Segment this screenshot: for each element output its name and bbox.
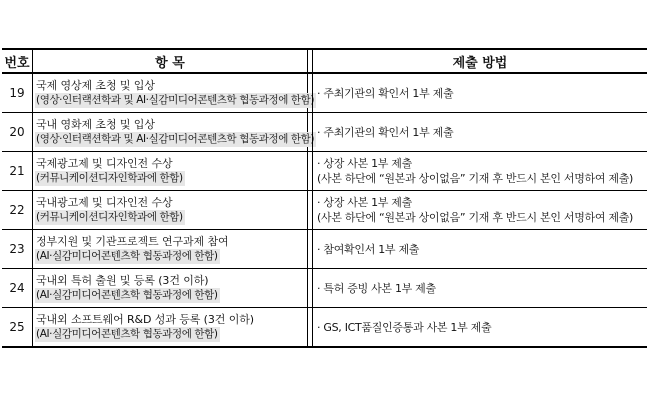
item-note: (AI·실감미디어콘텐츠학 협동과정에 한함) — [36, 250, 218, 262]
item-note: (AI·실감미디어콘텐츠학 협동과정에 한함) — [36, 328, 218, 340]
table-row — [2, 269, 647, 308]
method-line: · 주최기관의 확인서 1부 제출 — [317, 86, 454, 100]
table-row — [2, 191, 647, 230]
row-item — [32, 74, 315, 112]
header-method: 제출 방법 — [312, 50, 647, 72]
row-number: 19 — [9, 86, 25, 100]
row-number: 21 — [9, 164, 25, 178]
method-line: (사본 하단에 “원본과 상이없음” 기재 후 반드시 본인 서명하여 제출) — [317, 211, 634, 224]
item-title: 국내 영화제 초청 및 입상 — [36, 118, 155, 131]
header-item: 항 목 — [32, 50, 308, 72]
row-method — [312, 308, 647, 346]
item-title: 국내외 소프트웨어 R&D 성과 등록 (3건 이하) — [36, 313, 254, 326]
row-number: 23 — [9, 242, 25, 256]
item-note: (커뮤니케이션디자인학과에 한함) — [36, 172, 183, 184]
method-line: · 참여확인서 1부 제출 — [317, 242, 420, 256]
item-note: (AI·실감미디어콘텐츠학 협동과정에 한함) — [36, 289, 218, 301]
row-item — [32, 230, 308, 268]
row-number: 25 — [9, 320, 25, 334]
row-item — [32, 191, 308, 229]
item-note: (커뮤니케이션디자인학과에 한함) — [36, 211, 183, 223]
method-line: · 상장 사본 1부 제출 — [317, 196, 412, 209]
table-row — [2, 113, 647, 152]
item-title: 국내외 특허 출원 및 등록 (3건 이하) — [36, 274, 209, 287]
row-number: 24 — [9, 281, 25, 295]
row-number: 22 — [9, 203, 25, 217]
row-method — [312, 230, 647, 268]
row-item — [32, 308, 308, 346]
item-note: (영상·인터랙션학과 및 AI·실감미디어콘텐츠학 협동과정에 한함) — [36, 94, 315, 106]
row-method — [312, 191, 647, 229]
row-method — [312, 269, 647, 307]
table-row — [2, 74, 647, 113]
method-line: · 상장 사본 1부 제출 — [317, 157, 412, 170]
row-item — [32, 113, 315, 151]
row-method — [312, 113, 647, 151]
item-title: 국내광고제 및 디자인전 수상 — [36, 196, 173, 209]
table-row — [2, 230, 647, 269]
row-number: 20 — [9, 125, 25, 139]
row-method — [312, 74, 647, 112]
table-header — [2, 50, 647, 74]
row-item — [32, 269, 308, 307]
header-num: 번호 — [4, 55, 30, 71]
item-title: 국제광고제 및 디자인전 수상 — [36, 157, 173, 170]
item-title: 국제 영상제 초청 및 입상 — [36, 79, 155, 92]
item-note: (영상·인터랙션학과 및 AI·실감미디어콘텐츠학 협동과정에 한함) — [36, 133, 315, 145]
row-method — [312, 152, 647, 190]
item-title: 정부지원 및 기관프로젝트 연구과제 참여 — [36, 235, 229, 248]
method-line: · 주최기관의 확인서 1부 제출 — [317, 125, 454, 139]
method-line: · 특허 증빙 사본 1부 제출 — [317, 281, 436, 295]
table-row — [2, 308, 647, 346]
method-line: · GS, ICT품질인증통과 사본 1부 제출 — [317, 320, 492, 334]
table-row — [2, 152, 647, 191]
method-line: (사본 하단에 “원본과 상이없음” 기재 후 반드시 본인 서명하여 제출) — [317, 172, 634, 185]
row-item — [32, 152, 308, 190]
submission-table — [2, 48, 647, 348]
